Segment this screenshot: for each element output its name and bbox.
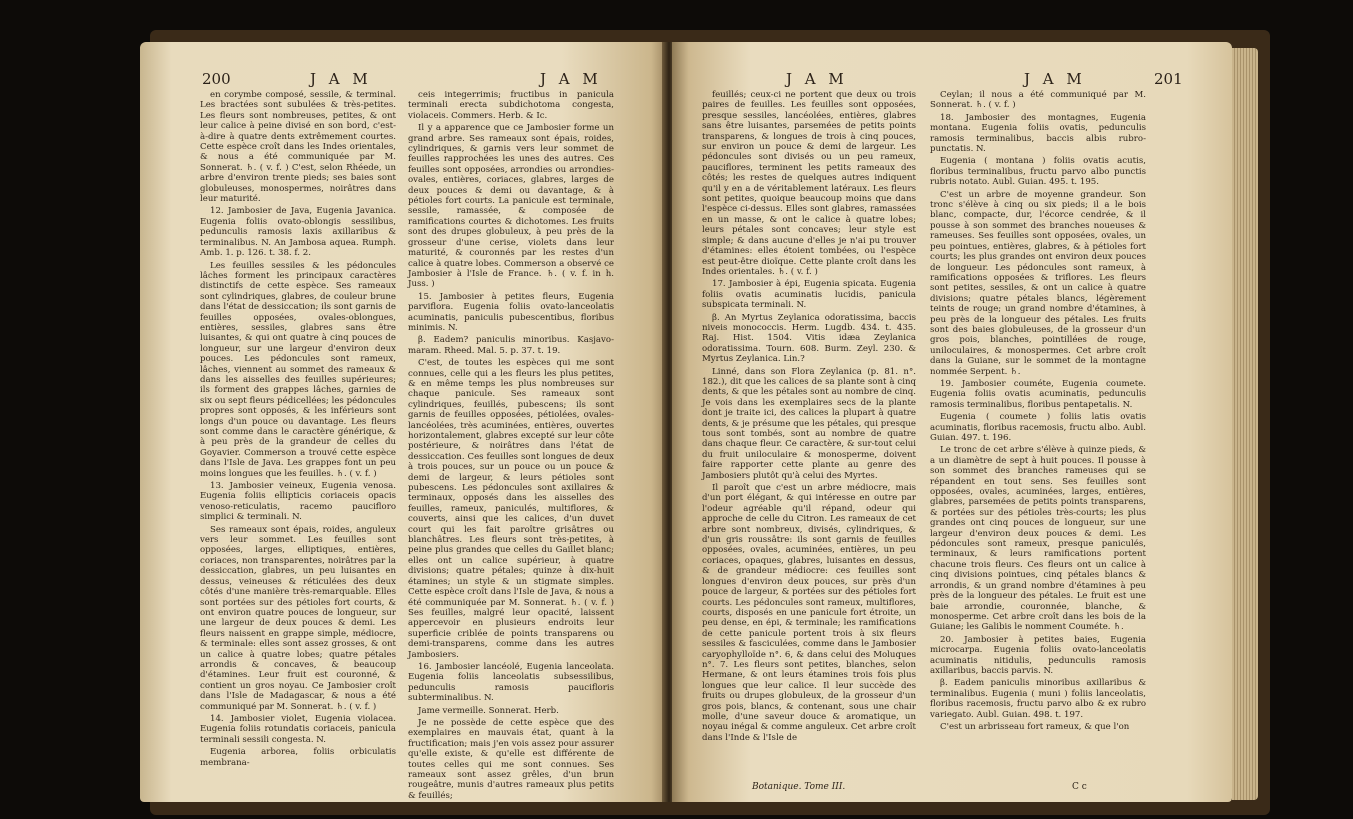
- signature-mark: C c: [1072, 782, 1087, 792]
- paragraph: 15. Jambosier à petites fleurs, Eugenia parviflora. Eugenia foliis ovato-lanceolatis acuminatis, paniculis pubescentibus, floribus minimis. N.: [408, 291, 614, 333]
- left-page-header: [140, 70, 667, 92]
- paragraph: Le tronc de cet arbre s'élève à quinze pieds, & a un diamètre de sept à huit pouces. Il pousse à son sommet des branches rameuses qui se répandent en tout sens. Ses feuilles sont opposées, ovales, acuminées, larges, entières, glabres, parsemées de petits points transparens, & portées sur des pétioles très-courts; les plus grandes ont cinq pouces de longueur, sur une largeur d'environ deux pouces & demi. Les pédoncules sont rameux, presque paniculés, terminaux, & leurs ramifications portent chacune trois fleurs. Ces fleurs ont un calice à cinq divisions pointues, cinq pétales blancs & arrondis, & un grand nombre d'étamines à peu près de la longueur des pétales. Le fruit est une baie arrondie, couronnée, blanche, & monosperme. Cet arbre croît dans les bois de la Guiane; les Galibis le nomment Couméte. ♄.: [930, 445, 1146, 633]
- paragraph: β. Eadem paniculis minoribus axillaribus & terminalibus. Eugenia ( muni ) foliis lanceolatis, floribus racemosis, fructu parvo albo & ex rubro variegato. Aubl. Guian. 498. t. 197.: [930, 678, 1146, 720]
- paragraph: C'est un arbrisseau fort rameux, & que l'on: [940, 721, 1130, 732]
- right-page-column-1: [702, 90, 916, 743]
- paragraph: 19. Jambosier couméte, Eugenia coumete. Eugenia foliis ovatis acuminatis, pedunculis ramosis terminalibus, floribus pentapetalis. N.: [930, 378, 1146, 410]
- page-number-right: 201: [1154, 70, 1183, 88]
- paragraph: 18. Jambosier des montagnes, Eugenia montana. Eugenia foliis ovatis, pedunculis ramosis terminalibus, baccis albis rubro-punctatis. N.: [930, 112, 1146, 155]
- page-edges: [1232, 48, 1258, 800]
- paragraph: Linné, dans son Flora Zeylanica (p. 81. n°. 182.), dit que les calices de sa plante sont à cinq dents, & que les pétales sont au nombre de cinq. Je vois dans les exemplaires secs de la plante dont je traite ici, des calices la plupart à quatre dents, & je présume que les pétales, qui presque tous sont tombés, sont au nombre de quatre dans chaque fleur. Ce caractère, & sur-tout celui du fruit uniloculaire & monosperme, doivent faire rapporter cette plante au genre des Jambosiers plutôt qu'à celui des Myrtes.: [702, 366, 916, 481]
- paragraph: feuillés; ceux-ci ne portent que deux ou trois paires de feuilles. Les feuilles sont opposées, presque sessiles, lancéolées, entières, glabres sans être luisantes, parsemées de petits points transparens, & longues de trois à cinq pouces, sur environ un pouce & demi de largeur. Les pédoncules sont divisés ou un peu rameux, pauciflores, terminent les petits rameaux des côtés; les restes de quelques autres indiquent qu'il y en a de véritablement latéraux. Les fleurs sont petites, quoique beaucoup moins que dans l'espèce ci-dessus. Elles sont glabres, ramassées en un masse, & ont le calice à quatre lobes; leurs pétales sont concaves; leur style est simple; & dans aucune d'elles je n'ai pu trouver d'étamines: elles étoient tombées, ou l'espèce est peut-être dioïque. Cette plante croît dans les Indes orientales. ♄. ( v. f. ): [702, 90, 916, 277]
- paragraph: C'est, de toutes les espèces qui me sont connues, celle qui a les fleurs les plus petites, & en même temps les plus nombreuses sur chaque panicule. Ses rameaux sont cylindriques, feuillés, pubescens; ils sont garnis de feuilles opposées, pétiolées, ovales-lancéolées, très acuminées, entières, ouvertes horizontalement, glabres excepté sur leur côte postérieure, & noirâtres dans l'état de dessiccation. Ces feuilles sont longues de deux à trois pouces, sur un pouce ou un pouce & demi de largeur, & leurs pétioles sont pubescens. Les pédoncules sont axillaires & terminaux, opposés dans les aisselles des feuilles, rameux, paniculés, multiflores, & couverts, ainsi que les calices, d'un duvet court qui les fait paroître grisâtres ou blanchâtres. Les fleurs sont très-petites, à peine plus grandes que celles du Gaillet blanc; elles ont un calice supérieur, à quatre divisions; quatre pétales; quinze à dix-huit étamines; un style & un stigmate simples. Cette espèce croît dans l'Isle de Java, & nous a été communiquée par M. Sonnerat. ♄. ( v. f. ) Ses feuilles, malgré leur opacité, laissent appercevoir en plusieurs endroits leur superficie criblée de points transparens ou demi-transparens, comme dans les autres Jambosiers.: [408, 358, 614, 660]
- paragraph: Je ne possède de cette espèce que des exemplaires en mauvais état, quant à la fructification; mais j'en vois assez pour assurer qu'elle existe, & qu'elle est différente de toutes celles qui me sont connues. Ses rameaux sont assez grêles, d'un brun rougeâtre, munis d'autres rameaux plus petits & feuillés;: [408, 717, 614, 801]
- paragraph: Eugenia ( coumete ) foliis latis ovatis acuminatis, floribus racemosis, fructu albo. Aubl. Guian. 497. t. 196.: [930, 412, 1146, 443]
- running-head-left-2: J A M: [540, 70, 602, 88]
- paragraph: β. Eadem? paniculis minoribus. Kasjavo-maram. Rheed. Mal. 5. p. 37. t. 19.: [408, 335, 614, 356]
- left-page-column-1: [200, 90, 396, 780]
- paragraph: 16. Jambosier lancéolé, Eugenia lanceolata. Eugenia foliis lanceolatis subsessilibus, pedunculis ramosis paucifloris subterminalibus. N.: [408, 661, 614, 704]
- page-footer-note: Botanique. Tome III.: [752, 782, 846, 792]
- page-number-left: 200: [202, 70, 231, 88]
- running-head-left-1: J A M: [310, 70, 372, 88]
- paragraph: Il y a apparence que ce Jambosier forme un grand arbre. Ses rameaux sont épais, roides, cylindriques, & garnis vers leur sommet de feuilles rapprochées les unes des autres. Ces feuilles sont opposées, arrondies ou arrondies-ovales, entières, coriaces, glabres, larges de deux pouces & demi ou davantage, & à pétioles fort courts. La panicule est terminale, sessile, ramassée, & composée de ramifications courtes & dichotomes. Les fruits sont des drupes globuleux, à peu près de la grosseur d'une cerise, violets dans leur maturité, & couronnés par les restes d'un calice à quatre lobes. Commerson a observé ce Jambosier à l'Isle de France. ♄. ( v. f. in h. Juss. ): [408, 123, 614, 290]
- paragraph: en corymbe composé, sessile, & terminal. Les bractées sont subulées & très-petites. Les fleurs sont nombreuses, petites, & ont leur calice à peine divisé en son bord, c'est-à-dire à quatre dents extrêmement courtes. Cette espèce croît dans les Indes orientales, & nous a été communiquée par M. Sonnerat. ♄. ( v. f. ) C'est, selon Rhéede, un arbre d'environ trente pieds; ses baies sont globuleuses, monospermes, noirâtres dans leur maturité.: [200, 90, 396, 205]
- paragraph: 17. Jambosier à épi, Eugenia spicata. Eugenia foliis ovatis acuminatis lucidis, panicula subspicata terminali. N.: [702, 279, 916, 311]
- right-page: [672, 42, 1232, 802]
- paragraph: Ceylan; il nous a été communiqué par M. Sonnerat. ♄. ( v. f. ): [930, 90, 1146, 111]
- running-head-right-1: J A M: [786, 70, 848, 88]
- paragraph: Eugenia ( montana ) foliis ovatis acutis, floribus terminalibus, fructu parvo albo punctis rubris notato. Aubl. Guian. 495. t. 195.: [930, 156, 1146, 188]
- paragraph: Les feuilles sessiles & les pédoncules lâches forment les principaux caractères distinctifs de cette espèce. Ses rameaux sont cylindriques, glabres, de couleur brune dans l'état de dessiccation; ils sont garnis de feuilles opposées, ovales-oblongues, entières, sessiles, glabres sans être luisantes, & qui ont quatre à cinq pouces de longueur, sur une largeur d'environ deux pouces. Les pédoncules sont rameux, lâches, viennent au sommet des rameaux & dans les aisselles des feuilles supérieures; ils forment des grappes lâches, garnies de six ou sept fleurs pédicellées; les pédoncules propres sont opposés, & les inférieurs sont longs d'un pouce ou davantage. Les fleurs sont comme dans le caractère générique, & à peu près de la grandeur de celles du Goyavier. Commerson a trouvé cette espèce dans l'Isle de Java. Les grappes font un peu moins longues que les feuilles. ♄. ( v. f. ): [200, 260, 396, 479]
- paragraph: ceis integerrimis; fructibus in panicula terminali erecta subdichotoma congesta, violaceis. Commers. Herb. & Ic.: [408, 90, 614, 121]
- right-page-column-2: [930, 90, 1146, 780]
- paragraph: 14. Jambosier violet, Eugenia violacea. Eugenia foliis rotundatis coriaceis, panicula terminali sessili congesta. N.: [200, 713, 396, 745]
- paragraph: Eugenia arborea, foliis orbiculatis membrana-: [200, 747, 396, 768]
- paragraph: Ses rameaux sont épais, roides, anguleux vers leur sommet. Les feuilles sont opposées, larges, elliptiques, entières, coriaces, non transparentes, noirâtres par la dessiccation, glabres, un peu luisantes en dessus, veineuses & réticulées des deux côtés d'une manière très-remarquable. Elles sont portées sur des pétioles fort courts, & ont environ quatre pouces de longueur, sur une largeur de deux pouces & demi. Les fleurs naissent en grappe simple, médiocre, & terminale: elles sont assez grosses, & ont un calice à quatre lobes; quatre pétales arrondis & concaves, & beaucoup d'étamines. Leur fruit est couronné, & contient un gros noyau. Ce Jambosier croît dans l'Isle de Madagascar, & nous a été communiqué par M. Sonnerat. ♄. ( v. f. ): [200, 524, 396, 712]
- paragraph: Jame vermeille. Sonnerat. Herb.: [418, 705, 559, 716]
- left-page-column-2: [408, 90, 614, 801]
- paragraph: Il paroît que c'est un arbre médiocre, mais d'un port élégant, & qui intéresse en outre par l'odeur agréable qu'il répand, odeur qui approche de celle du Citron. Les rameaux de cet arbre sont nombreux, divisés, cylindriques, & d'un gris roussâtre: ils sont garnis de feuilles opposées, ovales, acuminées, entières, un peu coriaces, opaques, glabres, luisantes en dessus, & de grandeur médiocre: ces feuilles sont longues d'environ deux pouces, sur près d'un pouce de largeur, & portées sur des pétioles fort courts. Les pédoncules sont rameux, multiflores, courts, disposés en une panicule fort étroite, un peu dense, en épi, & terminale; les ramifications de cette panicule portent trois à six fleurs sessiles & fasciculées, comme dans le Jambosier caryophylloïde n°. 6, & dans celui des Moluques n°. 7. Les fleurs sont petites, blanches, selon Hermane, & ont leurs étamines trois fois plus longues que leur calice. Il leur succède des fruits ou drupes globuleux, de la grosseur d'un gros pois, blancs, & contenant, sous une chair molle, d'une saveur douce & aromatique, un noyau inégal & comme anguleux. Cet arbre croît dans l'Inde & l'Isle de: [702, 483, 916, 743]
- running-head-right-2: J A M: [1024, 70, 1086, 88]
- paragraph: 13. Jambosier veineux, Eugenia venosa. Eugenia foliis ellipticis coriaceis opacis venoso-reticulatis, racemo paucifloro simplici & terminali. N.: [200, 481, 396, 523]
- paragraph: β. An Myrtus Zeylanica odoratissima, baccis niveis monococcis. Herm. Lugdb. 434. t. 435. Raj. Hist. 1504. Vitis idæa Zeylanica odoratissima. Tourn. 608. Burm. Zeyl. 230. & Myrtus Zeylanica. Lin.?: [702, 312, 916, 365]
- right-page-header: [672, 70, 1232, 92]
- paragraph: 20. Jambosier à petites baies, Eugenia microcarpa. Eugenia foliis ovato-lanceolatis acuminatis nitidulis, pedunculis ramosis axillaribus, baccis parvis. N.: [930, 634, 1146, 676]
- paragraph: 12. Jambosier de Java, Eugenia Javanica. Eugenia foliis ovato-oblongis sessilibus, pedunculis ramosis laxis axillaribus & terminalibus. N. An Jambosa aquea. Rumph. Amb. 1. p. 126. t. 38. f. 2.: [200, 206, 396, 259]
- left-page: [140, 42, 667, 802]
- paragraph: C'est un arbre de moyenne grandeur. Son tronc s'élève à cinq ou six pieds; il a le bois blanc, compacte, dur, l'écorce cendrée, & il pousse à son sommet des branches noueuses & rameuses. Ses feuilles sont opposées, ovales, un peu pointues, entières, glabres, & à pétioles fort courts; les plus grandes ont environ deux pouces de longueur. Les pédoncules sont rameux, à ramifications opposées & triflores. Les fleurs sont petites, sessiles, & ont un calice à quatre divisions; quatre pétales blancs, légèrement teints de rouge; un grand nombre d'étamines, à peu près de la longueur des pétales. Les fruits sont des baies globuleuses, de la grosseur d'un gros pois, blanches, pointillées de rouge, uniloculaires, & monospermes. Cet arbre croît dans la Guiane, sur le sommet de la montagne nommée Serpent. ♄.: [930, 189, 1146, 377]
